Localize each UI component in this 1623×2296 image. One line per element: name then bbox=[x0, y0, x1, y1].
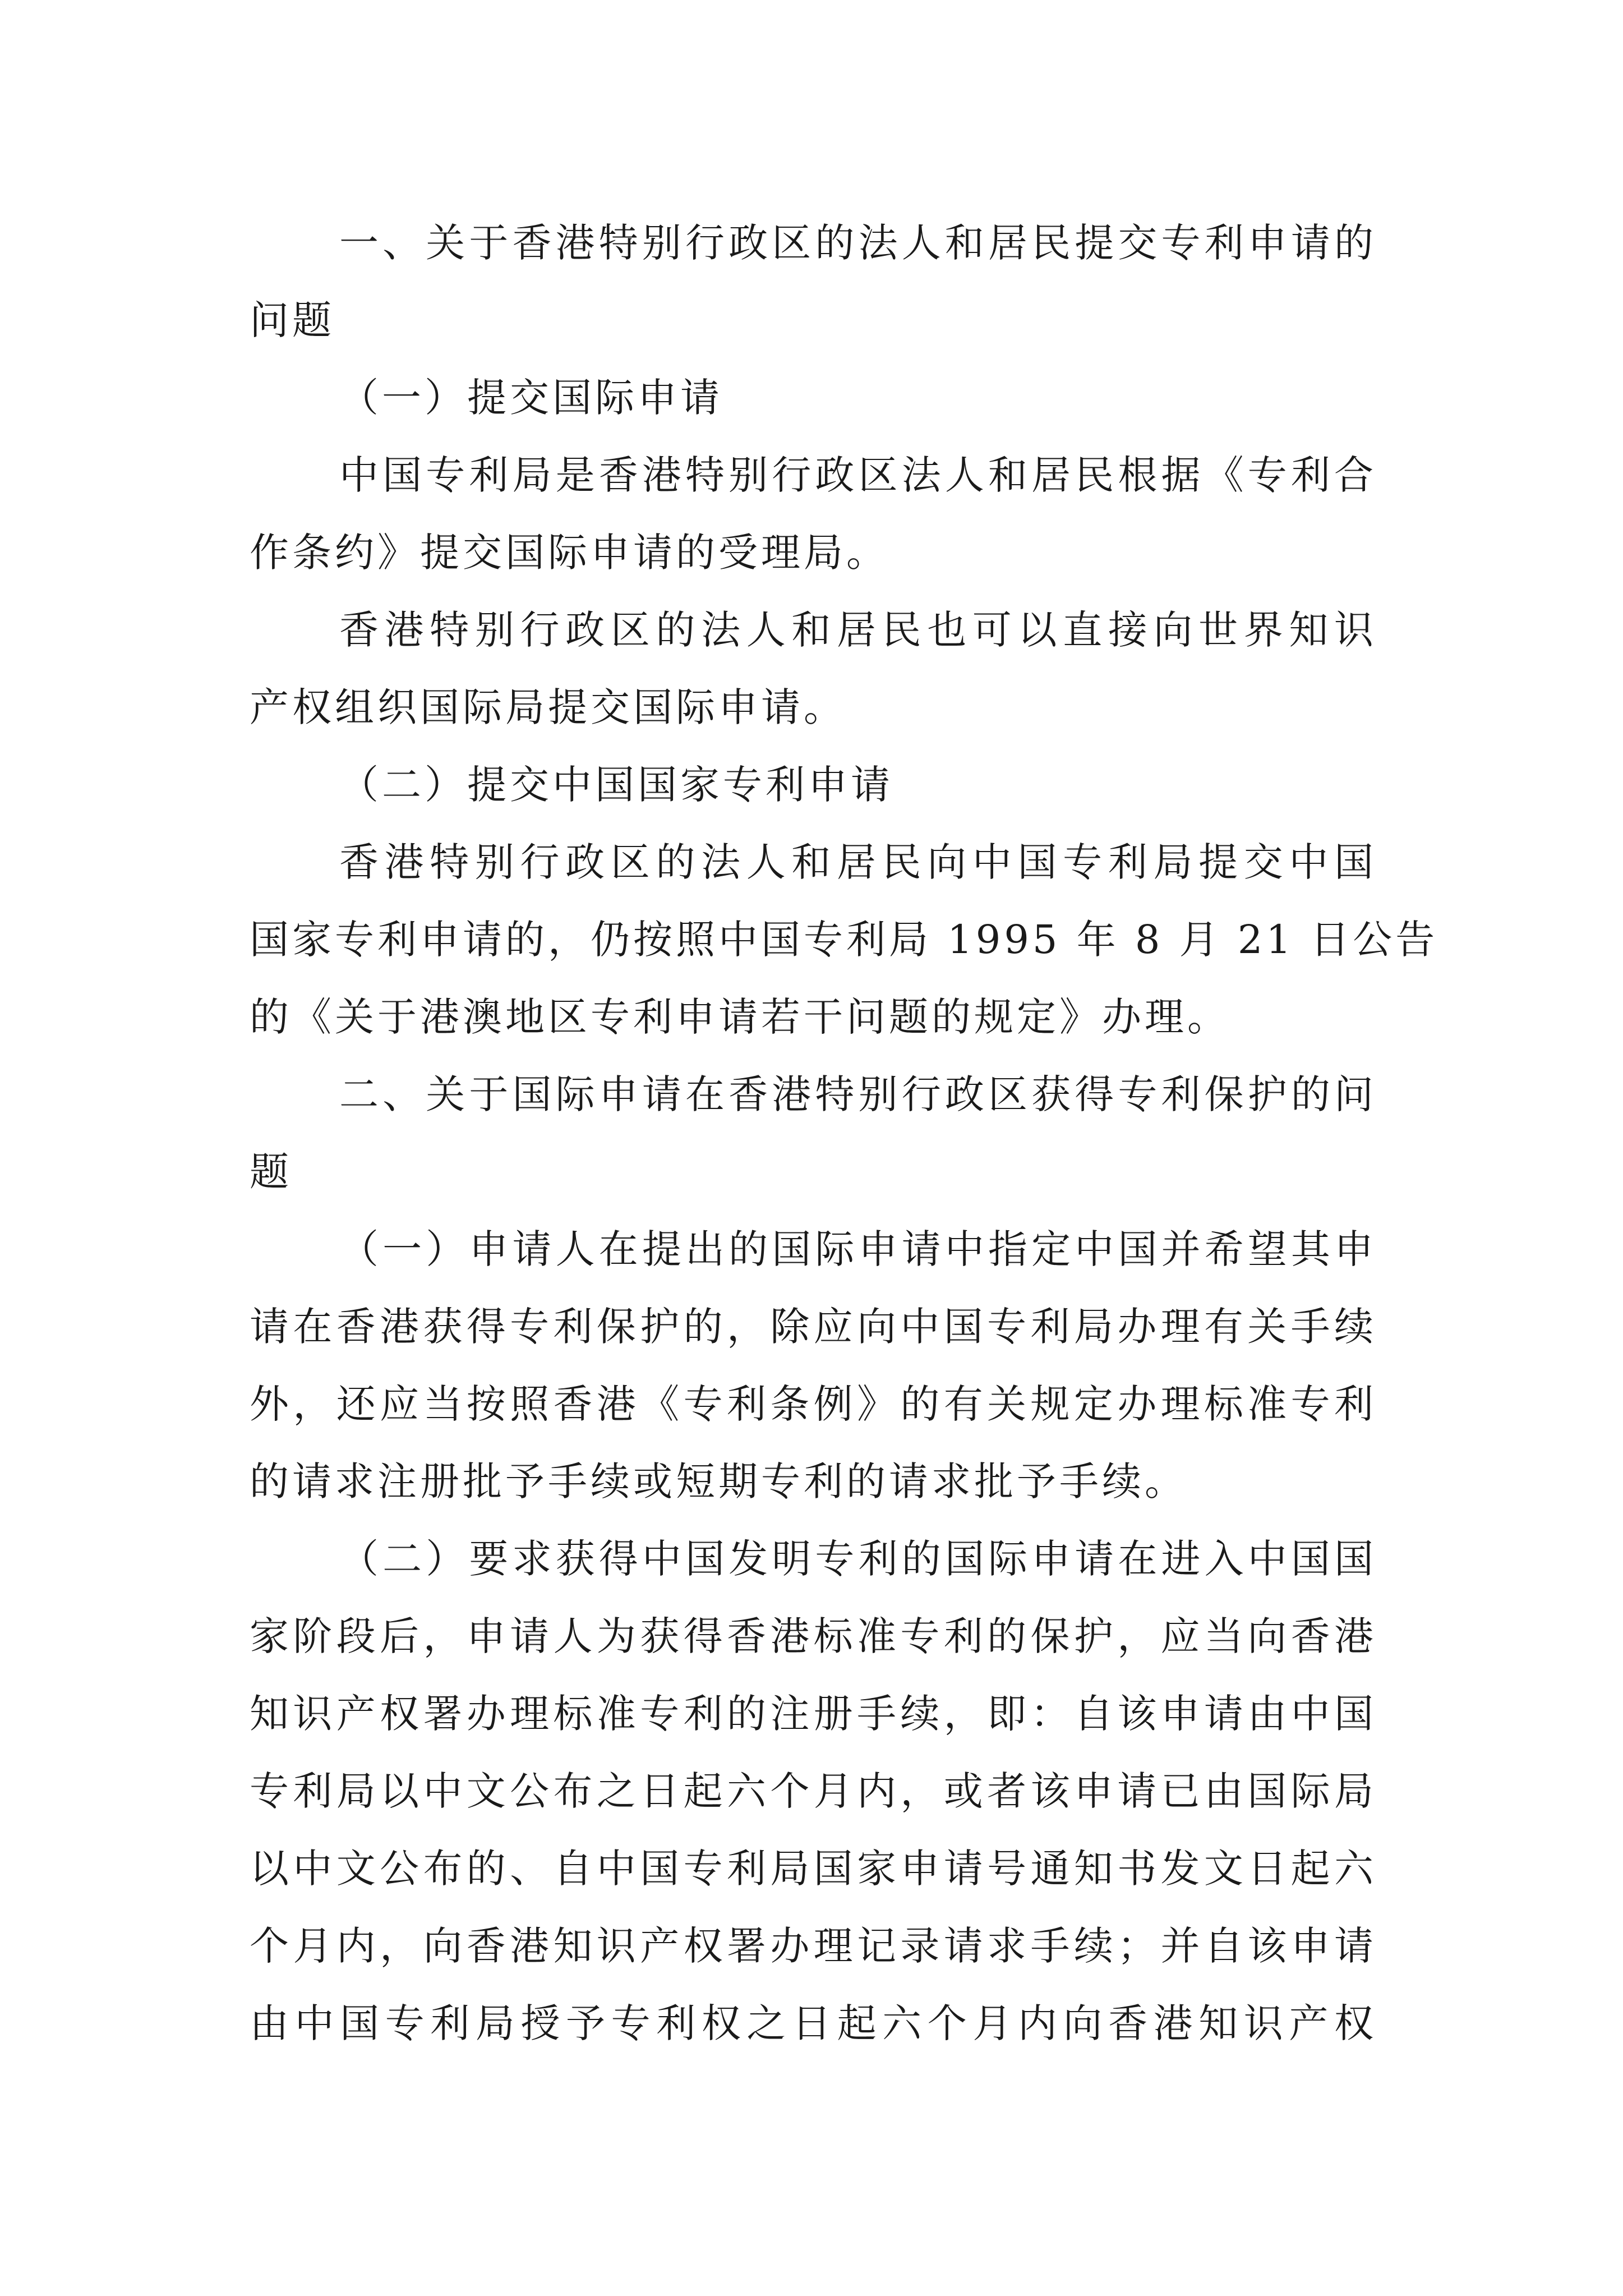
text-line: 外，还应当按照香港《专利条例》的有关规定办理标准专利 bbox=[250, 1381, 1377, 1427]
text-line: （二）提交中国国家专利申请 bbox=[339, 762, 893, 808]
text-line: 一、关于香港特别行政区的法人和居民提交专利申请的 bbox=[339, 220, 1377, 266]
text-line: （一）提交国际申请 bbox=[339, 375, 723, 421]
text-line: 家阶段后，申请人为获得香港标准专利的保护，应当向香港 bbox=[250, 1613, 1377, 1659]
text-line: 个月内，向香港知识产权署办理记录请求手续；并自该申请 bbox=[250, 1923, 1377, 1969]
text-line: 中国专利局是香港特别行政区法人和居民根据《专利合 bbox=[339, 452, 1377, 498]
text-line: （二）要求获得中国发明专利的国际申请在进入中国国 bbox=[339, 1536, 1377, 1582]
text-line: 由中国专利局授予专利权之日起六个月内向香港知识产权 bbox=[250, 2000, 1377, 2046]
text-line: 请在香港获得专利保护的，除应向中国专利局办理有关手续 bbox=[250, 1304, 1377, 1350]
text-line: 的《关于港澳地区专利申请若干问题的规定》办理。 bbox=[250, 994, 1230, 1040]
text-line: 专利局以中文公布之日起六个月内，或者该申请已由国际局 bbox=[250, 1768, 1377, 1814]
text-line: 题 bbox=[250, 1149, 292, 1195]
text-line: 问题 bbox=[250, 297, 335, 343]
text-line: （一）申请人在提出的国际申请中指定中国并希望其申 bbox=[339, 1226, 1377, 1272]
text-line: 以中文公布的、自中国专利局国家申请号通知书发文日起六 bbox=[250, 1846, 1377, 1892]
text-line: 香港特别行政区的法人和居民也可以直接向世界知识 bbox=[339, 607, 1377, 653]
text-line: 国家专利申请的，仍按照中国专利局 1995 年 8 月 21 日公告 bbox=[250, 917, 1438, 963]
text-line: 二、关于国际申请在香港特别行政区获得专利保护的问 bbox=[339, 1071, 1377, 1117]
text-line: 香港特别行政区的法人和居民向中国专利局提交中国 bbox=[339, 839, 1377, 885]
text-line: 的请求注册批予手续或短期专利的请求批予手续。 bbox=[250, 1458, 1187, 1504]
text-line: 产权组织国际局提交国际申请。 bbox=[250, 684, 846, 730]
text-line: 知识产权署办理标准专利的注册手续，即：自该申请由中国 bbox=[250, 1691, 1377, 1737]
text-line: 作条约》提交国际申请的受理局。 bbox=[250, 530, 889, 576]
